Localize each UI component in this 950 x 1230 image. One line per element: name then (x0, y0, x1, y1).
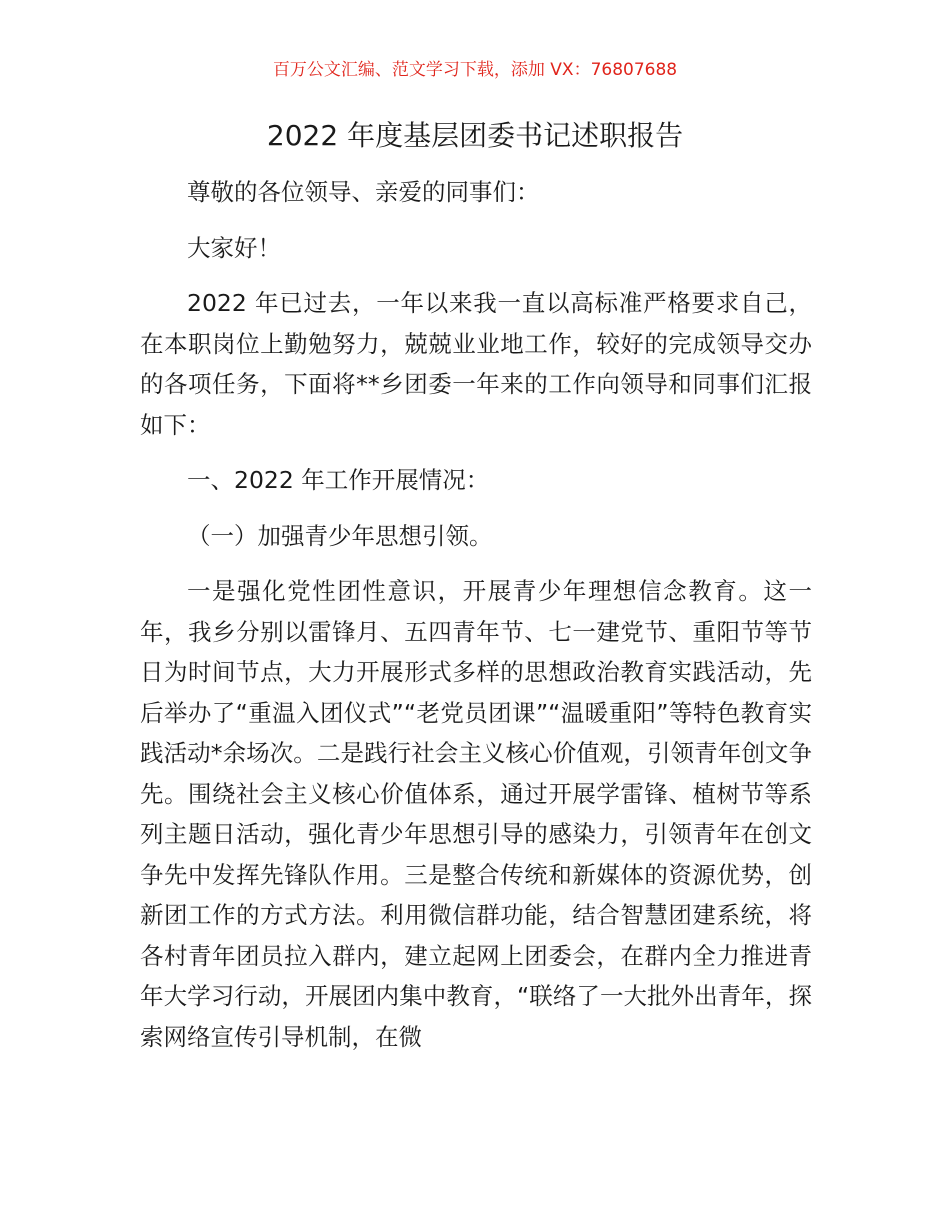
section-heading: 一、2022 年工作开展情况： (187, 466, 490, 494)
intro-paragraph: 2022 年已过去，一年以来我一直以高标准严格要求自己，在本职岗位上勤勉努力，兢兢业业地工作，较好的完成领导交办的各项任务，下面将**乡团委一年来的工作向领导和同事们汇报如下： (140, 289, 812, 439)
salutation-paragraph: 尊敬的各位领导、亲爱的同事们： (187, 178, 540, 206)
watermark-header: 百万公文汇编、范文学习下载，添加 VX：76807688 (272, 60, 678, 80)
document-title: 2022 年度基层团委书记述职报告 (266, 119, 684, 152)
greeting-paragraph: 大家好！ (187, 233, 281, 262)
subsection-heading: （一）加强青少年思想引领。 (187, 521, 493, 550)
document-body (140, 172, 812, 1057)
content-paragraph: 一是强化党性团性意识，开展青少年理想信念教育。这一年，我乡分别以雷锋月、五四青年节、七一建党节、重阳节等节日为时间节点，大力开展形式多样的思想政治教育实践活动，先后举办了“重温入团仪式”“老党员团课”“温暖重阳”等特色教育实践活动*余场次。二是践行社会主义核心价值观，引领青年创文争先。围绕社会主义核心价值体系，通过开展学雷锋、植树节等系列主题日活动，强化青少年思想引导的感染力，引领青年在创文争先中发挥先锋队作用。三是整合传统和新媒体的资源优势，创新团工作的方式方法。利用微信群功能，结合智慧团建系统，将各村青年团员拉入群内，建立起网上团委会，在群内全力推进青年大学习行动，开展团内集中教育，“联络了一大批外出青年，探索网络宣传引导机制，在微 (140, 577, 812, 1051)
